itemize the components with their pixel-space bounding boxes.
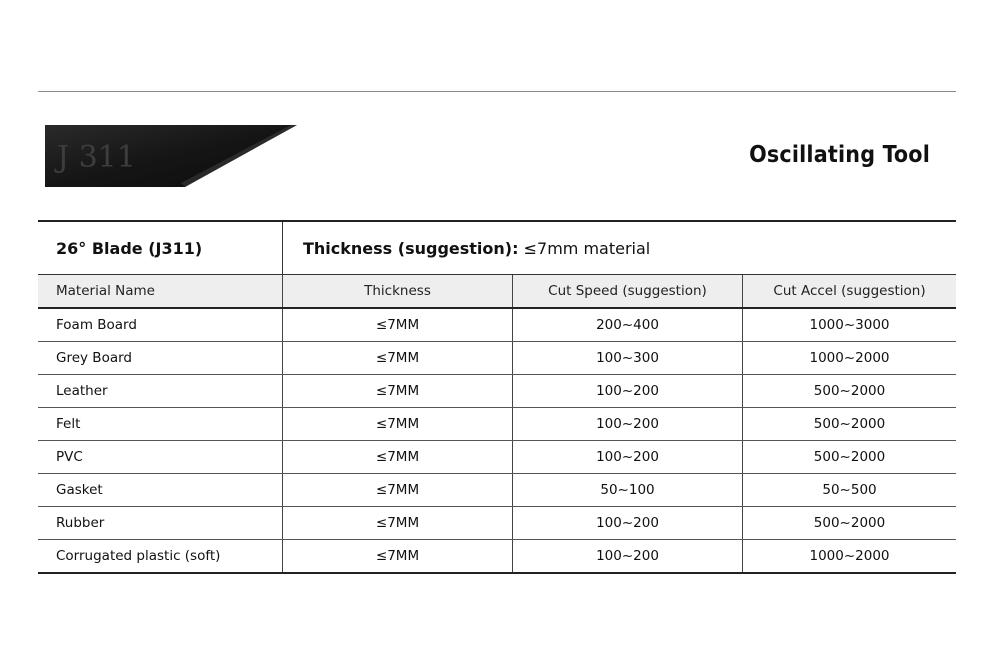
column-header-material: Material Name (38, 275, 283, 309)
table-row (38, 474, 956, 507)
material-name: Corrugated plastic (soft) (38, 540, 283, 574)
cut-accel-cell: 500~2000 (743, 408, 957, 441)
cut-speed-cell: 100~300 (513, 342, 743, 375)
thickness-cell: ≤7MM (283, 342, 513, 375)
material-name: PVC (38, 441, 283, 474)
material-name: Leather (38, 375, 283, 408)
table-row (38, 308, 956, 342)
cut-accel-cell: 1000~2000 (743, 540, 957, 574)
material-name: Felt (38, 408, 283, 441)
cut-accel-cell: 50~500 (743, 474, 957, 507)
cut-speed-cell: 100~200 (513, 540, 743, 574)
thickness-cell: ≤7MM (283, 540, 513, 574)
thickness-label: Thickness (suggestion): (303, 238, 519, 258)
table-row (38, 342, 956, 375)
thickness-value: ≤7mm material (523, 238, 651, 258)
thickness-cell: ≤7MM (283, 507, 513, 540)
column-header-row (38, 275, 956, 309)
cut-accel-cell: 1000~3000 (743, 308, 957, 342)
cut-speed-cell: 100~200 (513, 408, 743, 441)
cut-accel-cell: 500~2000 (743, 441, 957, 474)
thickness-cell: ≤7MM (283, 474, 513, 507)
blade-image (45, 125, 297, 187)
table-row (38, 375, 956, 408)
table-row (38, 408, 956, 441)
page-title: Oscillating Tool (749, 142, 930, 168)
column-header-cut-speed: Cut Speed (suggestion) (513, 275, 743, 309)
cut-speed-cell: 100~200 (513, 507, 743, 540)
spec-table (38, 220, 956, 574)
thickness-cell: ≤7MM (283, 308, 513, 342)
thickness-cell: ≤7MM (283, 375, 513, 408)
material-name: Rubber (38, 507, 283, 540)
cut-accel-cell: 500~2000 (743, 507, 957, 540)
column-header-thickness: Thickness (283, 275, 513, 309)
top-divider (38, 91, 956, 92)
cut-speed-cell: 50~100 (513, 474, 743, 507)
material-name: Foam Board (38, 308, 283, 342)
table-row (38, 540, 956, 574)
material-name: Gasket (38, 474, 283, 507)
table-row (38, 507, 956, 540)
column-header-cut-accel: Cut Accel (suggestion) (743, 275, 957, 309)
thickness-suggestion (283, 221, 957, 275)
blade-label: 26° Blade (J311) (38, 221, 283, 275)
thickness-cell: ≤7MM (283, 408, 513, 441)
material-name: Grey Board (38, 342, 283, 375)
svg-text:J 311: J 311 (57, 140, 136, 175)
table-header-row (38, 221, 956, 275)
cut-accel-cell: 1000~2000 (743, 342, 957, 375)
cut-accel-cell: 500~2000 (743, 375, 957, 408)
cut-speed-cell: 100~200 (513, 441, 743, 474)
thickness-cell: ≤7MM (283, 441, 513, 474)
table-row (38, 441, 956, 474)
cut-speed-cell: 100~200 (513, 375, 743, 408)
cut-speed-cell: 200~400 (513, 308, 743, 342)
